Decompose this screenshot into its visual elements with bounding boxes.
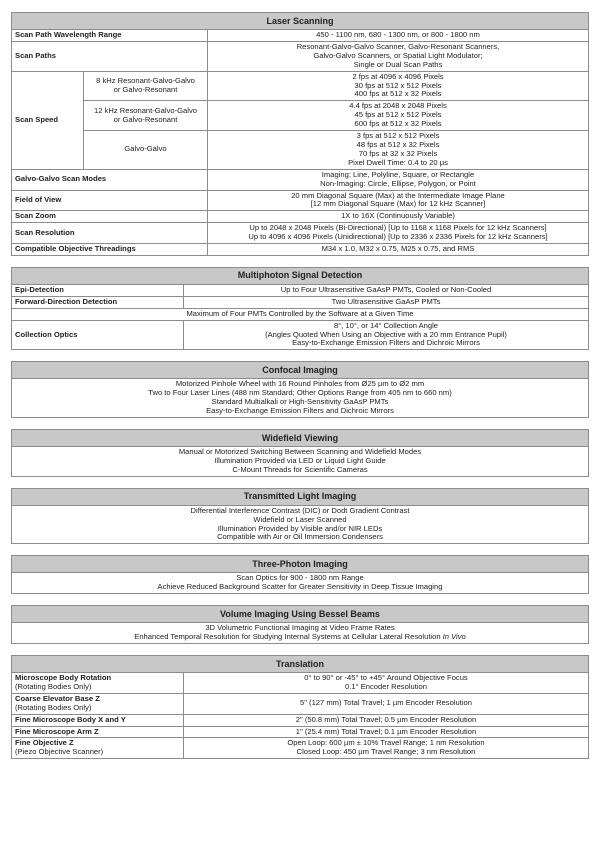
laser-scanning-table <box>11 12 589 256</box>
confocal-value: Motorized Pinhole Wheel with 16 Round Pinholes from Ø25 µm to Ø2 mm Two to Four Laser Lines (488 nm Standard; Other Options Range from 405 nm to 660 nm) Standard Multialkali or High-Sensitivity GaAsP PMTs Easy-to-Exchange Emission Filters and Dichroic Mirrors <box>12 379 589 418</box>
confocal-table <box>11 361 589 418</box>
arm-z-label: Fine Microscope Arm Z <box>12 726 184 738</box>
speed-galvo-label: Galvo-Galvo <box>84 131 208 170</box>
confocal-header: Confocal Imaging <box>12 362 589 379</box>
forward-label: Forward-Direction Detection <box>12 296 184 308</box>
widefield-table <box>11 429 589 477</box>
wavelength-value: 450 - 1100 nm, 680 - 1300 nm, or 800 - 1800 nm <box>208 30 589 42</box>
scan-modes-value: Imaging: Line, Polyline, Square, or Rectangle Non-Imaging: Circle, Ellipse, Polygon, or Point <box>208 169 589 190</box>
laser-scanning-header: Laser Scanning <box>12 13 589 30</box>
three-photon-value: Scan Optics for 900 - 1800 nm Range Achieve Reduced Background Scatter for Greater Sensitivity in Deep Tissue Imaging <box>12 573 589 594</box>
speed-12khz-label: 12 kHz Resonant-Galvo-Galvo or Galvo-Resonant <box>84 101 208 131</box>
elevator-z-label: Coarse Elevator Base Z (Rotating Bodies Only) <box>12 693 184 714</box>
transmitted-value: Differential Interference Contrast (DIC) or Dodt Gradient Contrast Widefield or Laser Scanned Illumination Provided by Visible and/or NIR LEDs Compatible with Air or Oil Immersion Condensers <box>12 505 589 544</box>
collection-optics-value: 8°, 10°, or 14° Collection Angle (Angles Quoted When Using an Objective with a 20 mm Entrance Pupil) Easy-to-Exchange Emission Filters and Dichroic Mirrors <box>184 320 589 350</box>
transmitted-header: Transmitted Light Imaging <box>12 488 589 505</box>
bessel-value: 3D Volumetric Functional Imaging at Video Frame Rates Enhanced Temporal Resolution for Studying Internal Systems at Cellular Lateral Resolution In Vivo <box>12 623 589 644</box>
arm-z-value: 1" (25.4 mm) Total Travel; 0.1 µm Encoder Resolution <box>184 726 589 738</box>
speed-8khz-label: 8 kHz Resonant-Galvo-Galvo or Galvo-Resonant <box>84 71 208 101</box>
three-photon-header: Three-Photon Imaging <box>12 556 589 573</box>
multiphoton-table <box>11 267 589 350</box>
epi-label: Epi-Detection <box>12 284 184 296</box>
fov-value: 20 mm Diagonal Square (Max) at the Intermediate Image Plane [12 mm Diagonal Square (Max) for 12 kHz Scanner] <box>208 190 589 211</box>
speed-galvo-value: 3 fps at 512 x 512 Pixels 48 fps at 512 x 32 Pixels 70 fps at 32 x 32 Pixels Pixel Dwell Time: 0.4 to 20 µs <box>208 131 589 170</box>
elevator-z-value: 5" (127 mm) Total Travel; 1 µm Encoder Resolution <box>184 693 589 714</box>
objective-z-label: Fine Objective Z (Piezo Objective Scanner) <box>12 738 184 759</box>
body-rotation-label: Microscope Body Rotation (Rotating Bodies Only) <box>12 672 184 693</box>
widefield-header: Widefield Viewing <box>12 430 589 447</box>
collection-optics-label: Collection Optics <box>12 320 184 350</box>
speed-12khz-value: 4.4 fps at 2048 x 2048 Pixels 45 fps at 512 x 512 Pixels 600 fps at 512 x 32 Pixels <box>208 101 589 131</box>
fov-label: Field of View <box>12 190 208 211</box>
objective-z-value: Open Loop: 600 µm ± 10% Travel Range; 1 nm Resolution Closed Loop: 450 µm Travel Range; 3 nm Resolution <box>184 738 589 759</box>
threadings-value: M34 x 1.0, M32 x 0.75, M25 x 0.75, and RMS <box>208 244 589 256</box>
in-vivo-italic: In Vivo <box>442 632 466 642</box>
multiphoton-header: Multiphoton Signal Detection <box>12 267 589 284</box>
translation-table <box>11 655 589 759</box>
forward-value: Two Ultrasensitive GaAsP PMTs <box>184 296 589 308</box>
three-photon-table <box>11 555 589 594</box>
epi-value: Up to Four Ultrasensitive GaAsP PMTs, Cooled or Non-Cooled <box>184 284 589 296</box>
scan-modes-label: Galvo-Galvo Scan Modes <box>12 169 208 190</box>
body-rotation-value: 0° to 90° or -45° to +45° Around Objective Focus 0.1° Encoder Resolution <box>184 672 589 693</box>
resolution-label: Scan Resolution <box>12 223 208 244</box>
bessel-table <box>11 605 589 644</box>
widefield-value: Manual or Motorized Switching Between Scanning and Widefield Modes Illumination Provided via LED or Liquid Light Guide C-Mount Threads for Scientific Cameras <box>12 447 589 477</box>
resolution-value: Up to 2048 x 2048 Pixels (Bi-Directional) [Up to 1168 x 1168 Pixels for 12 kHz Scanners] Up to 4096 x 4096 Pixels (Unidirectional) [Up to 2336 x 2336 Pixels for 12 kHz Scanners] <box>208 223 589 244</box>
translation-header: Translation <box>12 655 589 672</box>
scan-paths-label: Scan Paths <box>12 41 208 71</box>
threadings-label: Compatible Objective Threadings <box>12 244 208 256</box>
zoom-label: Scan Zoom <box>12 211 208 223</box>
body-xy-label: Fine Microscope Body X and Y <box>12 714 184 726</box>
scan-paths-value: Resonant-Galvo-Galvo Scanner, Galvo-Resonant Scanners, Galvo-Galvo Scanners, or Spatial Light Modulator; Single or Dual Scan Paths <box>208 41 589 71</box>
transmitted-table <box>11 488 589 545</box>
zoom-value: 1X to 16X (Continuously Variable) <box>208 211 589 223</box>
bessel-header: Volume Imaging Using Bessel Beams <box>12 606 589 623</box>
wavelength-label: Scan Path Wavelength Range <box>12 30 208 42</box>
speed-8khz-value: 2 fps at 4096 x 4096 Pixels 30 fps at 512 x 512 Pixels 400 fps at 512 x 32 Pixels <box>208 71 589 101</box>
scan-speed-label: Scan Speed <box>12 71 84 169</box>
max-pmt-note: Maximum of Four PMTs Controlled by the Software at a Given Time <box>12 308 589 320</box>
body-xy-value: 2" (50.8 mm) Total Travel; 0.5 µm Encoder Resolution <box>184 714 589 726</box>
